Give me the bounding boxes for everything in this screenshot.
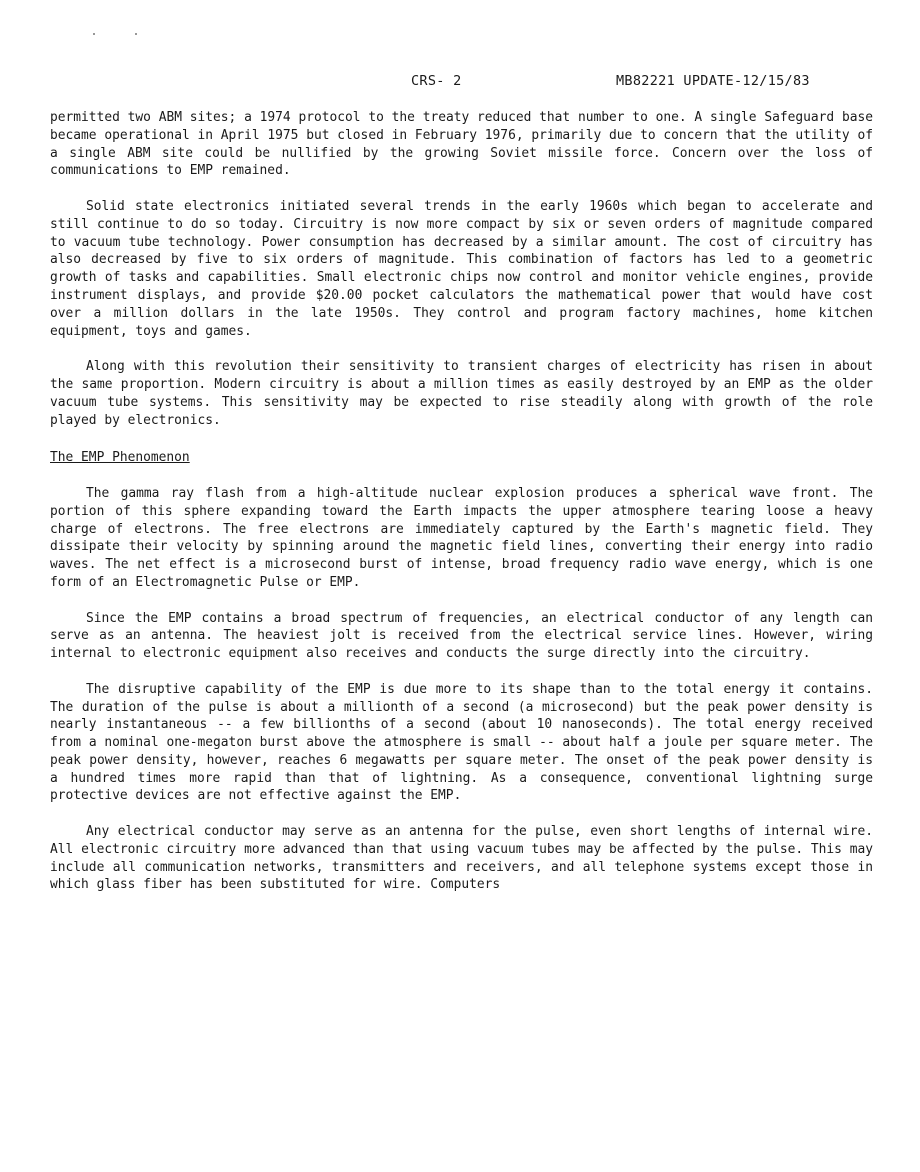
document-id: MB82221 UPDATE-12/15/83 [616,73,810,89]
paragraph-abm-sites: permitted two ABM sites; a 1974 protocol to the treaty reduced that number to one. A single Safeguard base became operational in April 1975 but closed in February 1976, primarily due to concern that the utility of a single ABM site could be nullified by the growing Soviet missile force. Concern over the loss of communications to EMP remained. [50,110,873,179]
paragraph-solid-state: Solid state electronics initiated several trends in the early 1960s which began to accelerate and still continue to do so today. Circuitry is now more compact by six or seven orders of magnitude compared to vacuum tube technology. Power consumption has decreased by a similar amount. The cost of circuitry has also decreased by five to six orders of magnitude. This combination of factors has led to a geometric growth of tasks and capabilities. Small electronic chips now control and monitor vehicle engines, provide instrument displays, and provide $20.00 pocket calculators the mathematical power that would have cost over a million dollars in the late 1950s. They control and program factory machines, home kitchen equipment, toys and games. [50,198,873,339]
document-body [50,109,873,912]
paragraph-disruptive: The disruptive capability of the EMP is due more to its shape than to the total energy it contains. The duration of the pulse is about a millionth of a second (a microsecond) but the peak power density is nearly instantaneous -- a few billionths of a second (about 10 nanoseconds). The total energy received from a nominal one-megaton burst above the atmosphere is small -- about half a joule per square meter. The peak power density, however, reaches 6 megawatts per square meter. The onset of the peak power density is a hundred times more rapid than that of lightning. As a consequence, conventional lightning surge protective devices are not effective against the EMP. [50,681,873,804]
paragraph-gamma-ray: The gamma ray flash from a high-altitude nuclear explosion produces a spherical wave front. The portion of this sphere expanding toward the Earth impacts the upper atmosphere tearing loose a heavy charge of electrons. The free electrons are immediately captured by the Earth's magnetic field. They dissipate their velocity by spinning around the magnetic field lines, converting their energy into radio waves. The net effect is a microsecond burst of intense, broad frequency radio wave energy, which is one form of an Electromagnetic Pulse or EMP. [50,485,873,590]
page-header [0,73,920,91]
scan-speck [135,33,137,35]
page-label: CRS- 2 [411,73,462,89]
section-heading-emp-phenomenon: The EMP Phenomenon [50,450,190,466]
paragraph-spectrum: Since the EMP contains a broad spectrum of frequencies, an electrical conductor of any length can serve as an antenna. The heaviest jolt is received from the electrical service lines. However, wiring internal to electronic equipment also receives and conducts the surge directly into the circuitry. [50,610,873,662]
scan-speck [93,33,95,35]
paragraph-sensitivity: Along with this revolution their sensitivity to transient charges of electricity has risen in about the same proportion. Modern circuitry is about a million times as easily destroyed by an EMP as the older vacuum tube systems. This sensitivity may be expected to rise steadily along with growth of the role played by electronics. [50,359,873,428]
paragraph-antenna: Any electrical conductor may serve as an antenna for the pulse, even short lengths of internal wire. All electronic circuitry more advanced than that using vacuum tubes may be affected by the pulse. This may include all communication networks, transmitters and receivers, and all telephone systems except those in which glass fiber has been substituted for wire. Computers [50,824,873,893]
